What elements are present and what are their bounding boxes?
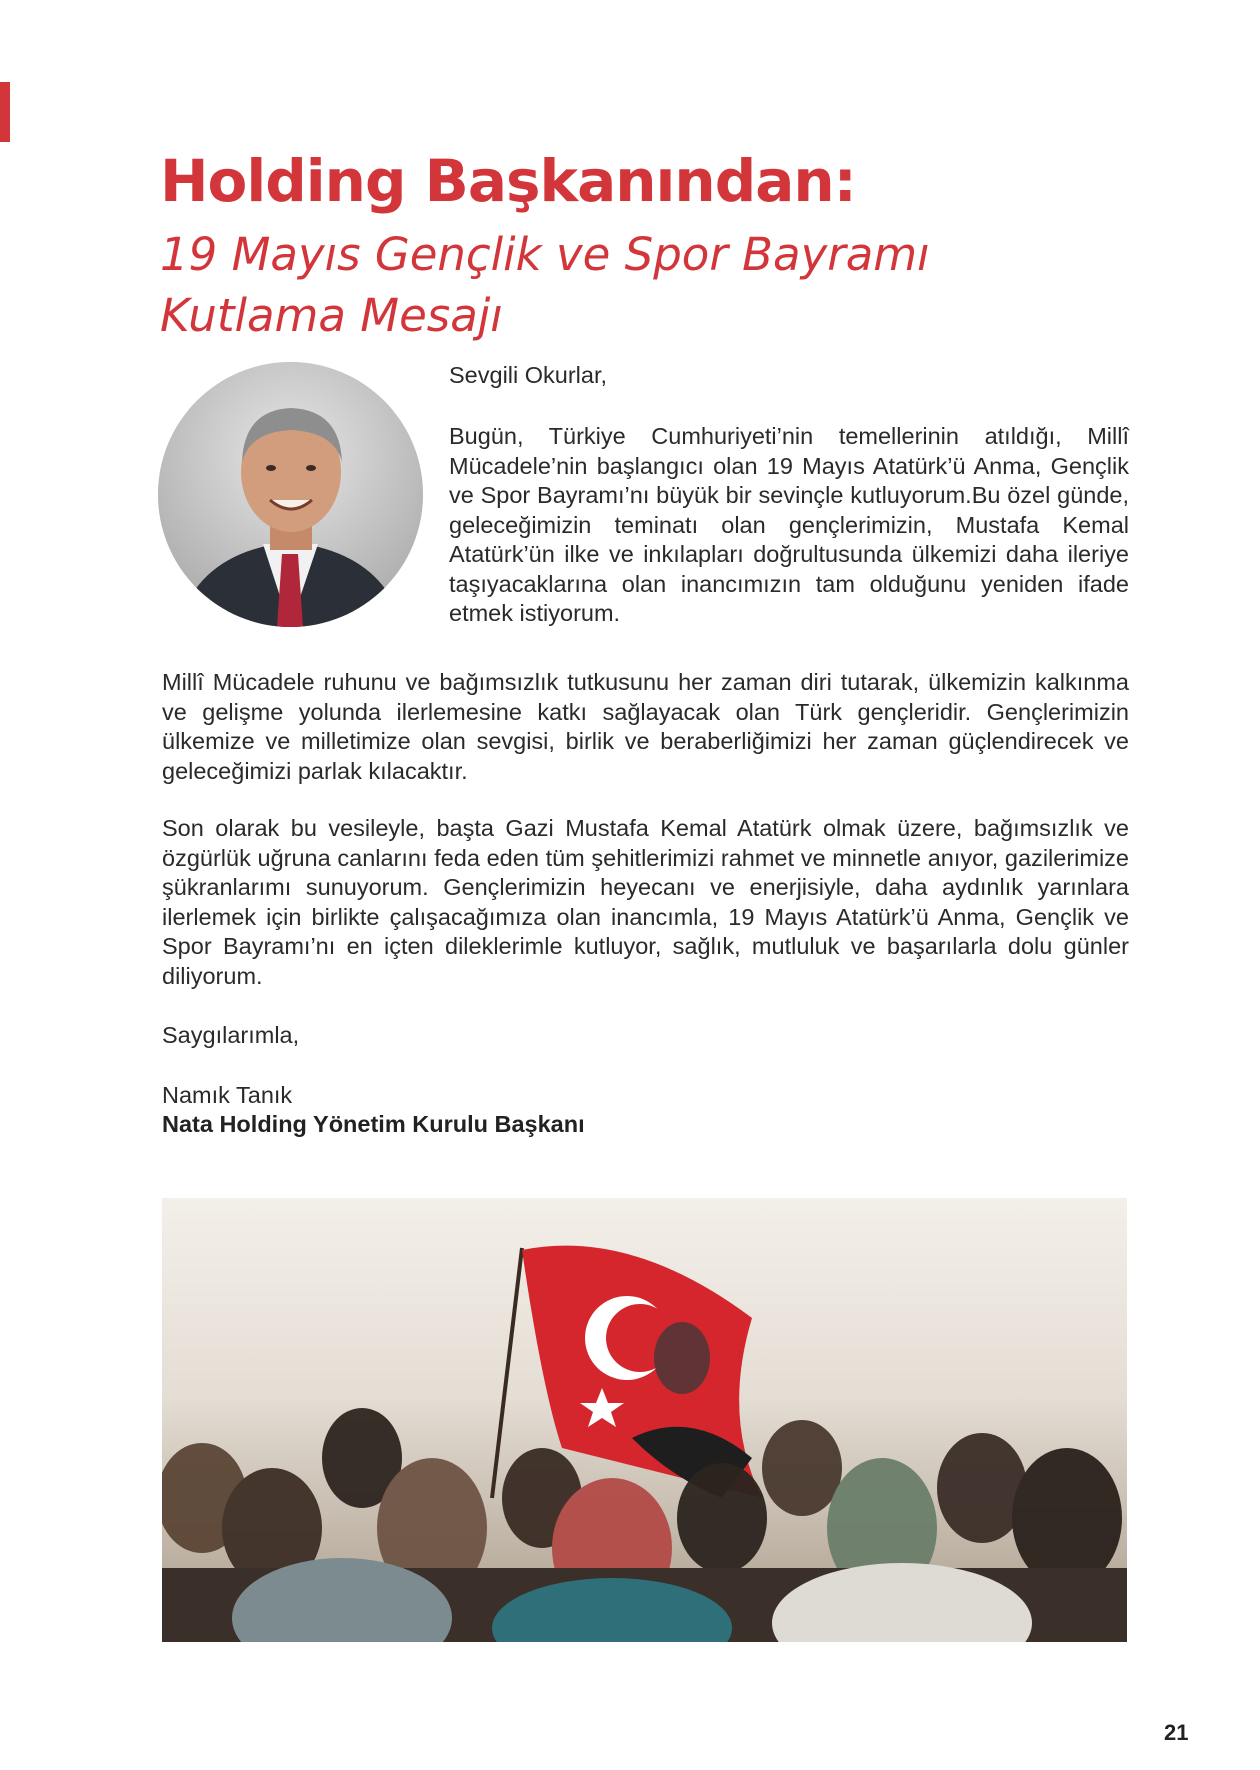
page-subtitle <box>160 224 1060 346</box>
celebration-photo <box>162 1198 1127 1642</box>
page-number: 21 <box>1164 1720 1189 1745</box>
signer-name: Namık Tanık <box>162 1082 293 1108</box>
signer-title: Nata Holding Yönetim Kurulu Başkanı <box>162 1111 585 1137</box>
page-edge-marker <box>0 82 10 142</box>
chairman-portrait <box>158 362 423 627</box>
letter-greeting: Sevgili Okurlar, <box>449 362 608 388</box>
letter-paragraph-3: Son olarak bu vesileyle, başta Gazi Mustafa Kemal Atatürk olmak üzere, bağımsızlık ve özgürlük uğruna canlarını feda eden tüm şehitlerimizi rahmet ve minnetle anıyor, gazilerimize şükranlarımı sunuyorum. Gençlerimizin heyecanı ve enerjisiyle, daha aydınlık yarınlara ilerlemek için birlikte çalışacağımıza olan inancımla, 19 Mayıs Atatürk’ü Anma, Gençlik ve Spor Bayramı’nı en içten dileklerimle kutluyor, sağlık, mutluluk ve başarılarla dolu günler diliyorum. <box>162 815 1129 989</box>
letter-closing: Saygılarımla, <box>162 1022 300 1048</box>
letter-paragraph-2: Millî Mücadele ruhunu ve bağımsızlık tutkusunu her zaman diri tutarak, ülkemizin kalkınma ve gelişme yolunda ilerlemesine katkı sağlayacak olan Türk gençleridir. Gençlerimizin ülkemize ve milletimize olan sevgisi, birlik ve beraberliğimizi her zaman güçlendirecek ve geleceğimizi parlak kılacaktır. <box>162 669 1129 784</box>
letter-paragraph-1: Bugün, Türkiye Cumhuriyeti’nin temellerinin atıldığı, Millî Mücadele’nin başlangıcı olan 19 Mayıs Atatürk’ü Anma, Gençlik ve Spor Bayramı’nı büyük bir sevinçle kutluyorum.Bu özel günde, geleceğimizin teminatı olan gençlerimizin, Mustafa Kemal Atatürk’ün ilke ve inkılapları doğrultusunda ülkemizi daha ileriye taşıyacaklarına olan inancımızın tam olduğunu yeniden ifade etmek istiyorum. <box>449 423 1129 626</box>
page-title: Holding Başkanından: <box>160 147 856 215</box>
subtitle-line-2: Kutlama Mesajı <box>160 289 503 342</box>
subtitle-line-1: 19 Mayıs Gençlik ve Spor Bayramı <box>160 228 930 281</box>
